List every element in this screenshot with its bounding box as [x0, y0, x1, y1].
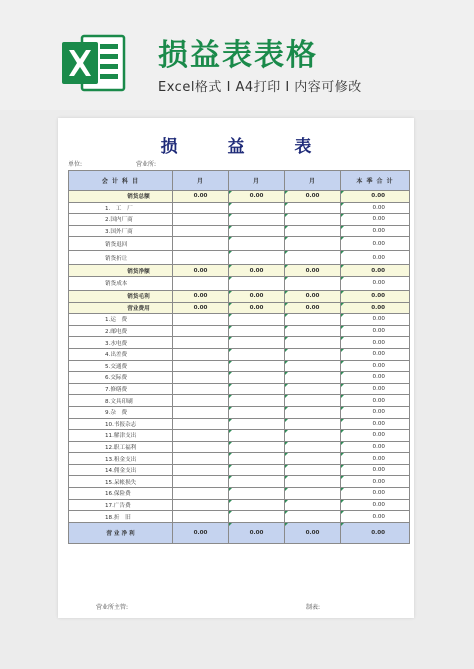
account-cell[interactable]: 1. 工 厂 [69, 202, 173, 214]
quarter-total-cell[interactable]: 0.00 [341, 314, 410, 326]
month-1-cell[interactable] [173, 214, 229, 226]
month-3-cell[interactable] [285, 430, 341, 442]
account-cell[interactable]: 销货折让 [69, 251, 173, 265]
account-cell[interactable]: 14.佣金支出 [69, 464, 173, 476]
quarter-total-cell[interactable]: 0.00 [341, 360, 410, 372]
sheet-title: 损 益 表 [160, 137, 334, 157]
quarter-total-cell[interactable]: 0.00 [341, 337, 410, 349]
quarter-total-cell[interactable]: 0.00 [341, 406, 410, 418]
table-row [69, 237, 410, 251]
month-2-cell[interactable] [229, 464, 285, 476]
month-2-cell[interactable] [229, 202, 285, 214]
table-row [69, 406, 410, 418]
table-row [69, 276, 410, 290]
month-2-cell[interactable] [229, 276, 285, 290]
month-1-cell[interactable] [173, 372, 229, 384]
income-statement-table [68, 170, 410, 544]
month-2-cell[interactable] [229, 441, 285, 453]
account-cell[interactable]: 11.解津支出 [69, 430, 173, 442]
month-2-cell[interactable] [229, 430, 285, 442]
table-row [69, 225, 410, 237]
month-3-cell[interactable] [285, 383, 341, 395]
table-row [69, 383, 410, 395]
account-cell[interactable]: 3.水电费 [69, 337, 173, 349]
month-1-cell[interactable] [173, 225, 229, 237]
month-1-cell[interactable] [173, 406, 229, 418]
table-row [69, 395, 410, 407]
month-2-cell[interactable] [229, 383, 285, 395]
month-3-cell[interactable] [285, 418, 341, 430]
quarter-total-cell[interactable]: 0.00 [341, 395, 410, 407]
banner [0, 0, 474, 110]
header-account: 会 计 科 目 [69, 171, 173, 191]
month-3-cell[interactable] [285, 406, 341, 418]
account-cell[interactable]: 15.呆帐损失 [69, 476, 173, 488]
month-3-cell[interactable] [285, 214, 341, 226]
month-2-cell[interactable] [229, 325, 285, 337]
month-1-cell[interactable] [173, 348, 229, 360]
account-cell[interactable]: 9.杂 费 [69, 406, 173, 418]
month-2-cell[interactable] [229, 511, 285, 523]
account-cell[interactable]: 2.邮电费 [69, 325, 173, 337]
month-2-cell[interactable]: 0.00 [229, 191, 285, 203]
table-row [69, 453, 410, 465]
quarter-total-cell[interactable]: 0.00 [341, 302, 410, 314]
month-2-cell[interactable] [229, 337, 285, 349]
quarter-total-cell[interactable]: 0.00 [341, 476, 410, 488]
month-1-cell[interactable] [173, 499, 229, 511]
month-3-cell[interactable] [285, 325, 341, 337]
account-cell[interactable]: 10.书报杂志 [69, 418, 173, 430]
month-3-cell[interactable] [285, 314, 341, 326]
footer-preparer-label: 制表: [306, 604, 321, 611]
quarter-total-cell[interactable]: 0.00 [341, 191, 410, 203]
banner-title: 损益表表格 [158, 38, 318, 73]
month-2-cell[interactable] [229, 251, 285, 265]
account-cell[interactable]: 5.交通费 [69, 360, 173, 372]
account-cell[interactable]: 6.交际费 [69, 372, 173, 384]
month-2-cell[interactable] [229, 453, 285, 465]
account-cell[interactable]: 16.保险费 [69, 488, 173, 500]
month-1-cell[interactable] [173, 430, 229, 442]
header-month-1: 月 [173, 171, 229, 191]
spreadsheet-page [58, 118, 414, 618]
month-3-cell[interactable]: 0.00 [285, 522, 341, 543]
excel-icon [60, 32, 128, 94]
account-cell[interactable]: 销货净额 [69, 265, 173, 277]
table-row [69, 337, 410, 349]
month-1-cell[interactable] [173, 453, 229, 465]
quarter-total-cell[interactable]: 0.00 [341, 383, 410, 395]
month-3-cell[interactable] [285, 476, 341, 488]
table-row [69, 360, 410, 372]
table-row [69, 464, 410, 476]
month-2-cell[interactable] [229, 314, 285, 326]
table-header-row [69, 171, 410, 191]
quarter-total-cell[interactable]: 0.00 [341, 348, 410, 360]
quarter-total-cell[interactable]: 0.00 [341, 453, 410, 465]
month-1-cell[interactable]: 0.00 [173, 302, 229, 314]
quarter-total-cell[interactable]: 0.00 [341, 522, 410, 543]
quarter-total-cell[interactable]: 0.00 [341, 418, 410, 430]
quarter-total-cell[interactable]: 0.00 [341, 276, 410, 290]
month-1-cell[interactable] [173, 511, 229, 523]
month-1-cell[interactable]: 0.00 [173, 522, 229, 543]
month-3-cell[interactable] [285, 225, 341, 237]
month-1-cell[interactable] [173, 276, 229, 290]
month-1-cell[interactable] [173, 464, 229, 476]
header-month-3: 月 [285, 171, 341, 191]
month-1-cell[interactable] [173, 251, 229, 265]
table-row [69, 372, 410, 384]
month-2-cell[interactable] [229, 488, 285, 500]
table-row [69, 214, 410, 226]
month-1-cell[interactable] [173, 337, 229, 349]
account-cell[interactable]: 17.广告费 [69, 499, 173, 511]
account-cell[interactable]: 1.运 费 [69, 314, 173, 326]
quarter-total-cell[interactable]: 0.00 [341, 441, 410, 453]
table-row [69, 202, 410, 214]
month-3-cell[interactable] [285, 237, 341, 251]
account-cell[interactable]: 2.国内厂商 [69, 214, 173, 226]
banner-subtitle: Excel格式 I A4打印 I 内容可修改 [158, 80, 362, 95]
month-2-cell[interactable]: 0.00 [229, 290, 285, 302]
month-3-cell[interactable]: 0.00 [285, 290, 341, 302]
month-2-cell[interactable] [229, 406, 285, 418]
month-2-cell[interactable] [229, 499, 285, 511]
table-row [69, 476, 410, 488]
month-2-cell[interactable] [229, 225, 285, 237]
section-row [69, 290, 410, 302]
month-2-cell[interactable] [229, 418, 285, 430]
account-cell[interactable]: 销货毛利 [69, 290, 173, 302]
month-2-cell[interactable] [229, 395, 285, 407]
month-3-cell[interactable]: 0.00 [285, 302, 341, 314]
month-1-cell[interactable] [173, 237, 229, 251]
month-3-cell[interactable] [285, 276, 341, 290]
month-1-cell[interactable] [173, 360, 229, 372]
section-row [69, 302, 410, 314]
month-1-cell[interactable]: 0.00 [173, 290, 229, 302]
header-month-2: 月 [229, 171, 285, 191]
quarter-total-cell[interactable]: 0.00 [341, 237, 410, 251]
account-cell[interactable]: 12.职工福利 [69, 441, 173, 453]
unit-label: 单位: [68, 161, 83, 168]
month-1-cell[interactable] [173, 383, 229, 395]
table-row [69, 418, 410, 430]
table-row [69, 488, 410, 500]
month-3-cell[interactable] [285, 360, 341, 372]
month-3-cell[interactable]: 0.00 [285, 265, 341, 277]
month-2-cell[interactable] [229, 214, 285, 226]
account-cell[interactable]: 3.国外厂商 [69, 225, 173, 237]
quarter-total-cell[interactable]: 0.00 [341, 488, 410, 500]
month-3-cell[interactable] [285, 348, 341, 360]
section-row [69, 265, 410, 277]
table-row [69, 430, 410, 442]
table-row [69, 499, 410, 511]
quarter-total-cell[interactable]: 0.00 [341, 372, 410, 384]
month-1-cell[interactable] [173, 202, 229, 214]
month-1-cell[interactable] [173, 395, 229, 407]
section-row [69, 191, 410, 203]
month-2-cell[interactable]: 0.00 [229, 302, 285, 314]
table-row [69, 348, 410, 360]
month-2-cell[interactable] [229, 348, 285, 360]
table-row [69, 441, 410, 453]
month-3-cell[interactable] [285, 499, 341, 511]
month-3-cell[interactable] [285, 464, 341, 476]
account-cell[interactable]: 8.文具印刷 [69, 395, 173, 407]
month-3-cell[interactable] [285, 441, 341, 453]
month-1-cell[interactable] [173, 488, 229, 500]
quarter-total-cell[interactable]: 0.00 [341, 464, 410, 476]
account-cell[interactable]: 7.修缮费 [69, 383, 173, 395]
header-quarter-total: 本 季 合 计 [341, 171, 410, 191]
account-cell[interactable]: 4.出差费 [69, 348, 173, 360]
month-2-cell[interactable] [229, 372, 285, 384]
month-3-cell[interactable]: 0.00 [285, 191, 341, 203]
quarter-total-cell[interactable]: 0.00 [341, 202, 410, 214]
month-1-cell[interactable] [173, 325, 229, 337]
month-3-cell[interactable] [285, 511, 341, 523]
quarter-total-cell[interactable]: 0.00 [341, 251, 410, 265]
month-3-cell[interactable] [285, 337, 341, 349]
quarter-total-cell[interactable]: 0.00 [341, 225, 410, 237]
month-2-cell[interactable] [229, 237, 285, 251]
quarter-total-cell[interactable]: 0.00 [341, 290, 410, 302]
month-3-cell[interactable] [285, 372, 341, 384]
table-row [69, 511, 410, 523]
account-cell[interactable]: 营 业 净 利 [69, 522, 173, 543]
month-3-cell[interactable] [285, 453, 341, 465]
month-1-cell[interactable] [173, 476, 229, 488]
table-row [69, 251, 410, 265]
month-2-cell[interactable]: 0.00 [229, 265, 285, 277]
month-3-cell[interactable] [285, 395, 341, 407]
account-cell[interactable]: 18.折 旧 [69, 511, 173, 523]
quarter-total-cell[interactable]: 0.00 [341, 265, 410, 277]
account-cell[interactable]: 销货退回 [69, 237, 173, 251]
month-1-cell[interactable]: 0.00 [173, 191, 229, 203]
account-cell[interactable]: 销货成本 [69, 276, 173, 290]
quarter-total-cell[interactable]: 0.00 [341, 499, 410, 511]
footer-manager-label: 营业所主管: [96, 604, 129, 611]
quarter-total-cell[interactable]: 0.00 [341, 325, 410, 337]
month-2-cell[interactable] [229, 360, 285, 372]
quarter-total-cell[interactable]: 0.00 [341, 511, 410, 523]
account-cell[interactable]: 13.租金支出 [69, 453, 173, 465]
dept-label: 营业所: [136, 161, 157, 168]
net-profit-row [69, 522, 410, 543]
month-1-cell[interactable] [173, 418, 229, 430]
month-1-cell[interactable] [173, 441, 229, 453]
month-2-cell[interactable]: 0.00 [229, 522, 285, 543]
month-3-cell[interactable] [285, 251, 341, 265]
quarter-total-cell[interactable]: 0.00 [341, 430, 410, 442]
account-cell[interactable]: 营业费用 [69, 302, 173, 314]
month-3-cell[interactable] [285, 488, 341, 500]
month-1-cell[interactable]: 0.00 [173, 265, 229, 277]
month-3-cell[interactable] [285, 202, 341, 214]
table-row [69, 325, 410, 337]
table-row [69, 314, 410, 326]
month-1-cell[interactable] [173, 314, 229, 326]
month-2-cell[interactable] [229, 476, 285, 488]
quarter-total-cell[interactable]: 0.00 [341, 214, 410, 226]
account-cell[interactable]: 销货总额 [69, 191, 173, 203]
